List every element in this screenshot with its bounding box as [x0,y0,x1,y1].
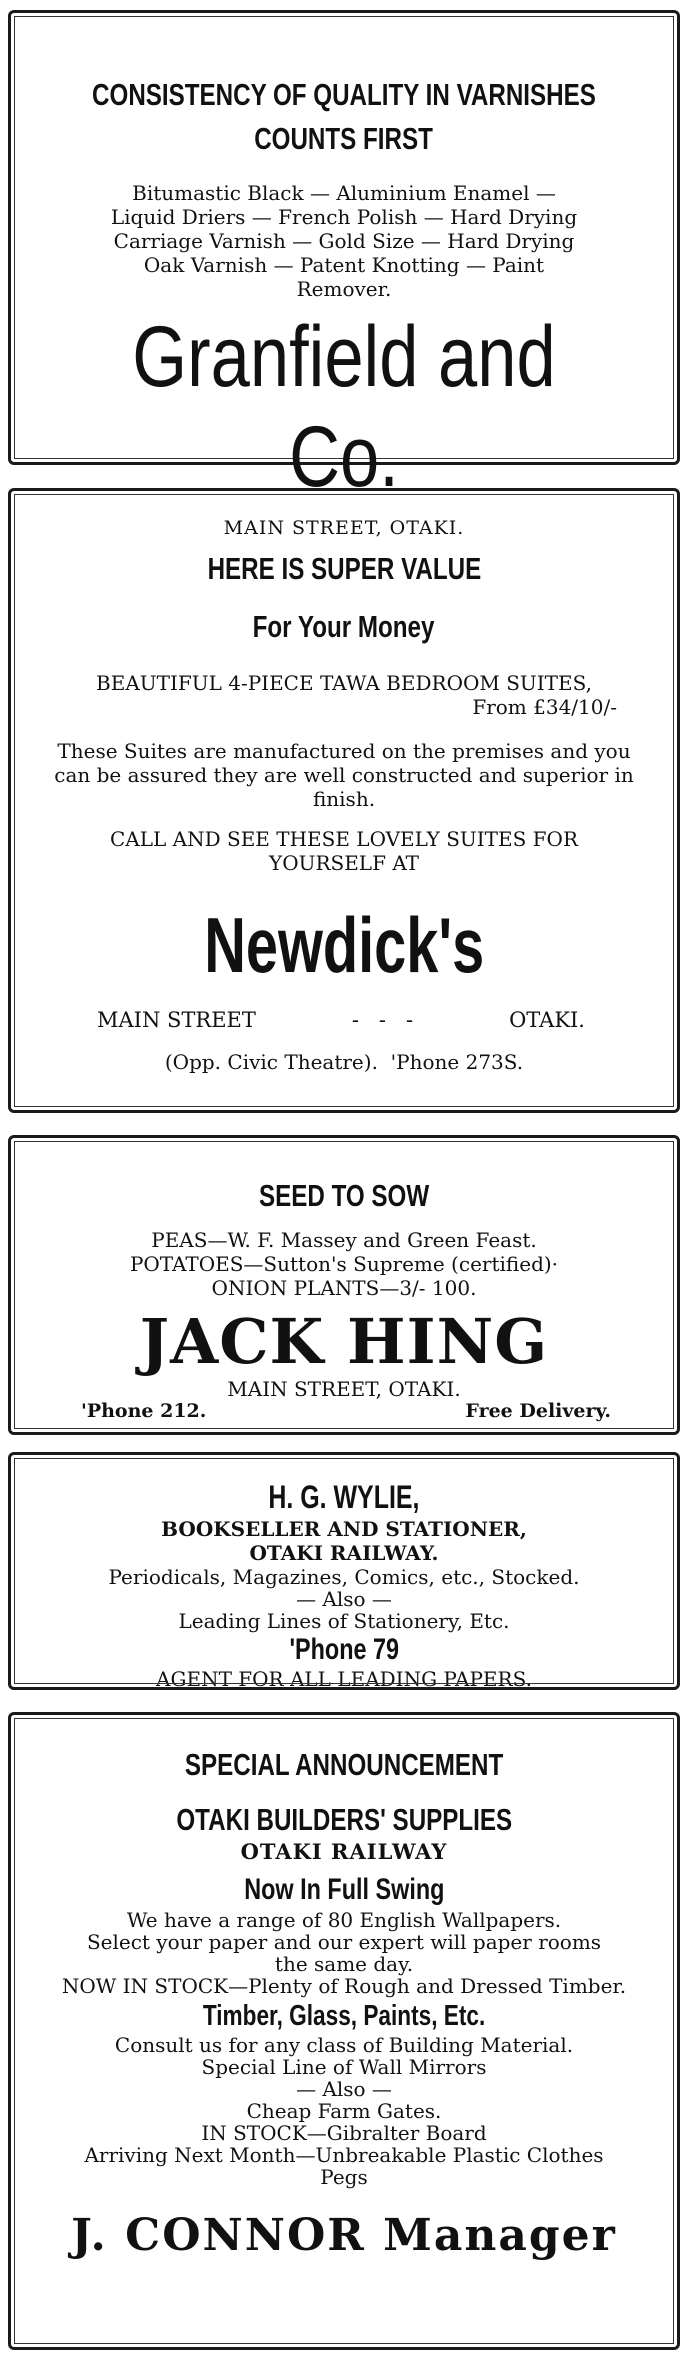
ad-newdicks [8,488,680,1113]
price: From £34/10/- [472,695,617,719]
list-line: Liquid Driers — French Polish — Hard Drying [110,205,578,229]
wall-line: We have a range of 80 English Wallpapers. [126,1908,562,1932]
gibralter: IN STOCK—Gibralter Board [201,2121,487,2145]
trade: BOOKSELLER AND STATIONER, [161,1517,527,1541]
contact-row [11,1400,677,1422]
arriving: Arriving Next Month—Unbreakable Plastic Clothes [84,2143,604,2167]
list-line: Oak Varnish — Patent Knotting — Paint [143,253,545,277]
swing: Now In Full Swing [243,1873,445,1906]
dashes: - - - [351,1008,414,1032]
seed-line: ONION PLANTS—3/- 100. [211,1276,477,1300]
business-name: H. G. WYLIE, [268,1479,420,1515]
mirrors: Special Line of Wall Mirrors [201,2055,487,2079]
street: MAIN STREET [97,1008,256,1032]
subhead: For Your Money [253,609,435,644]
business-name: OTAKI BUILDERS' SUPPLIES [176,1802,512,1837]
also: — Also — [296,1587,392,1611]
delivery: Free Delivery. [465,1400,611,1422]
list-line: Remover. [296,277,392,301]
pegs: Pegs [320,2165,368,2189]
ad-connor [8,1712,680,2350]
seed-line: PEAS—W. F. Massey and Green Feast. [151,1228,537,1252]
consult: Consult us for any class of Building Material. [114,2033,574,2057]
list-line: Bitumastic Black — Aluminium Enamel — [132,181,556,205]
leading: Leading Lines of Stationery, Etc. [178,1609,510,1633]
headline: CONSISTENCY OF QUALITY IN VARNISHES [92,77,596,112]
headline: SEED TO SOW [258,1178,430,1213]
business-name: JACK HING [139,1305,549,1378]
manager: J. CONNOR Manager [71,2210,617,2261]
business-name: Granfield and Co. [132,309,556,505]
ad-wylie [8,1452,680,1690]
business-name: Newdick's [203,901,484,989]
ad-jack-hing [8,1135,680,1435]
desc-line: finish. [312,787,376,811]
ad-granfield [8,10,680,539]
location: OTAKI RAILWAY. [249,1541,439,1565]
product: BEAUTIFUL 4-PIECE TAWA BEDROOM SUITES, [96,671,592,695]
address-row [11,1008,677,1032]
desc-line: can be assured they are well constructed and superior in [54,763,634,787]
wall-line: Select your paper and our expert will paper rooms [86,1930,602,1954]
headline: HERE IS SUPER VALUE [207,551,481,586]
location: OTAKI RAILWAY [240,1839,448,1864]
address: MAIN STREET, OTAKI. [227,1377,461,1401]
desc-line: These Suites are manufactured on the premises and you [57,739,631,763]
seed-line: POTATOES—Sutton's Supreme (certified)· [129,1252,559,1276]
timber-stock: NOW IN STOCK—Plenty of Rough and Dressed Timber. [61,1974,627,1998]
headline: SPECIAL ANNOUNCEMENT [184,1747,504,1782]
phone: 'Phone 79 [289,1633,399,1666]
address: MAIN STREET, OTAKI. [223,517,465,539]
town: OTAKI. [509,1008,585,1032]
wall-line: the same day. [274,1952,414,1976]
footer: (Opp. Civic Theatre). 'Phone 273S. [164,1050,524,1074]
also: — Also — [296,2077,392,2101]
phone: 'Phone 212. [81,1400,207,1422]
call-line: YOURSELF AT [268,851,420,875]
stock: Periodicals, Magazines, Comics, etc., Stocked. [108,1565,580,1589]
list-line: Carriage Varnish — Gold Size — Hard Drying [113,229,575,253]
gates: Cheap Farm Gates. [246,2099,442,2123]
headline-sub: COUNTS FIRST [254,121,434,156]
call-line: CALL AND SEE THESE LOVELY SUITES FOR [109,827,579,851]
agent: AGENT FOR ALL LEADING PAPERS. [156,1667,532,1691]
timber-head: Timber, Glass, Paints, Etc. [202,2000,486,2032]
